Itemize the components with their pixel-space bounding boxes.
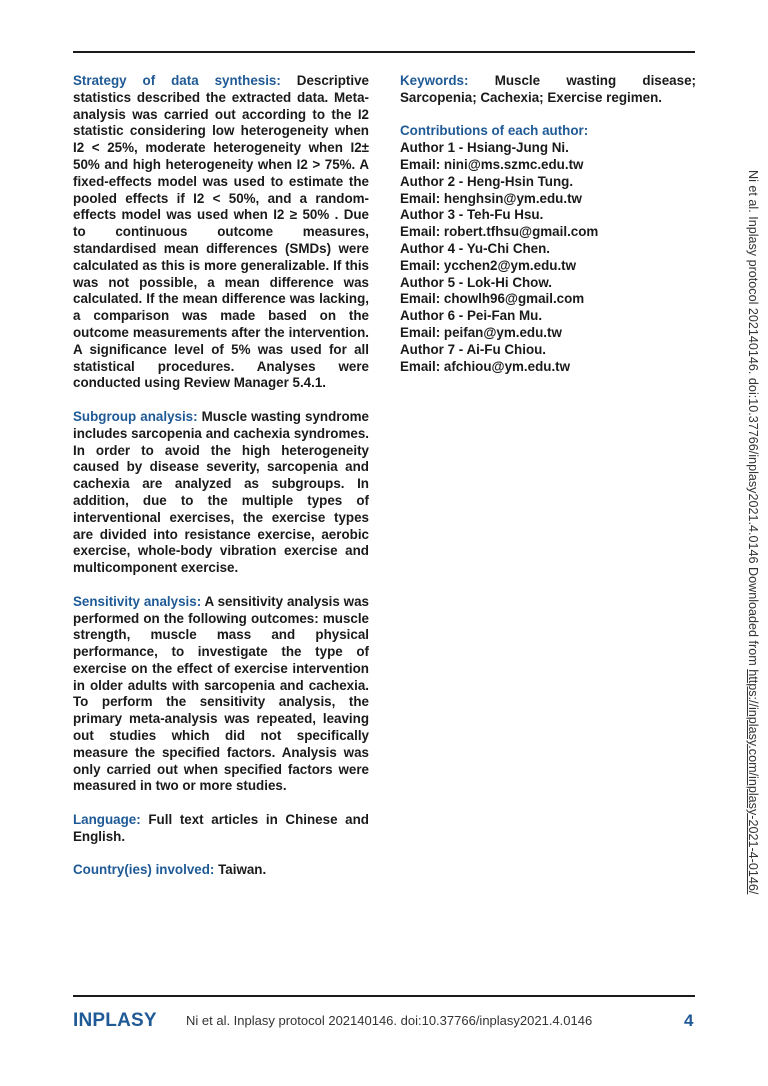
author-4-email: Email: ycchen2@ym.edu.tw [400, 257, 577, 273]
author-3-name: Author 3 - Teh-Fu Hsu. [400, 207, 544, 223]
author-5-email: Email: chowlh96@gmail.com [400, 291, 585, 307]
strategy-heading: Strategy of data synthesis: [73, 73, 281, 88]
side-notice-text [746, 170, 760, 894]
keywords-section [400, 73, 696, 107]
side-download-notice [742, 170, 762, 940]
contributions-section [400, 123, 696, 375]
country-section [73, 862, 369, 879]
contributions-heading: Contributions of each author: [400, 123, 589, 139]
strategy-body: Descriptive statistics described the extracted data. Meta-analysis was carried out according to the I2 statistic considering low heterogeneity when I2 < 25%, moderate heterogeneity when I2± 50% and high heterogeneity when I2 > 75%. A fixed-effects model was used to estimate the pooled effects if I2 < 50%, and a random-effects model was used when I2 ≥ 50% . Due to continuous outcome measures, standardised mean differences (SMDs) were calculated as this is more generalizable. If this was not possible, a mean difference was calculated. If the mean difference was lacking, a comparison was made based on the outcome measurements after the intervention. A significance level of 5% was used for all statistical procedures. Analyses were conducted using Review Manager 5.4.1. [73, 73, 369, 391]
header-rule [73, 51, 695, 53]
sensitivity-heading: Sensitivity analysis: [73, 593, 202, 609]
language-body: Full text articles in Chinese and English. [73, 812, 369, 844]
author-7-email: Email: afchiou@ym.edu.tw [400, 358, 571, 374]
sensitivity-section [73, 594, 369, 796]
author-4-name: Author 4 - Yu-Chi Chen. [400, 240, 551, 256]
author-1-name: Author 1 - Hsiang-Jung Ni. [400, 140, 569, 156]
country-heading: Country(ies) involved: [73, 862, 215, 878]
strategy-section [73, 73, 369, 392]
subgroup-body: Muscle wasting syndrome includes sarcopenia and cachexia syndromes. In order to avoid the high heterogeneity caused by disease severity, sarcopenia and cachexia are analyzed as subgroups. In addition, due to the multiple types of interventional exercises, the exercise types are divided into resistance exercise, aerobic exercise, whole-body vibration exercise and multicomponent exercise. [73, 408, 369, 576]
footer-citation: Ni et al. Inplasy protocol 202140146. doi:10.37766/inplasy2021.4.0146 [186, 1013, 593, 1028]
author-5-name: Author 5 - Lok-Hi Chow. [400, 274, 552, 290]
author-3-email: Email: robert.tfhsu@gmail.com [400, 224, 599, 240]
footer-rule [73, 995, 695, 997]
page-number: 4 [684, 1011, 694, 1030]
keywords-heading: Keywords: [400, 73, 469, 88]
author-2-name: Author 2 - Heng-Hsin Tung. [400, 173, 574, 189]
download-link[interactable]: https://inplasy.com/inplasy-2021-4-0146/ [746, 669, 760, 895]
side-notice-prefix: Ni et al. Inplasy protocol 202140146. doi:10.37766/inplasy2021.4.0146 Downloaded from [746, 170, 760, 670]
country-body: Taiwan. [214, 862, 267, 878]
subgroup-section [73, 409, 369, 577]
language-section [73, 812, 369, 846]
sensitivity-body: A sensitivity analysis was performed on the following outcomes: muscle strength, muscle mass and physical performance, to investigate the type of exercise on the effect of exercise intervention in older adults with sarcopenia and cachexia. To perform the sensitivity analysis, the primary meta-analysis was repeated, leaving out studies which did not specifically measure the specified factors. Analysis was only carried out when specified factors were measured in two or more studies. [73, 593, 369, 794]
author-6-name: Author 6 - Pei-Fan Mu. [400, 308, 543, 324]
footer-brand-logo: INPLASY [73, 1010, 157, 1031]
author-2-email: Email: henghsin@ym.edu.tw [400, 190, 582, 206]
left-column [73, 73, 369, 896]
right-column [400, 73, 696, 375]
author-6-email: Email: peifan@ym.edu.tw [400, 324, 562, 340]
subgroup-heading: Subgroup analysis: [73, 408, 198, 424]
language-heading: Language: [73, 812, 141, 828]
author-7-name: Author 7 - Ai-Fu Chiou. [400, 341, 547, 357]
keywords-body: Muscle wasting disease; Sarcopenia; Cachexia; Exercise regimen. [400, 73, 696, 105]
author-1-email: Email: nini@ms.szmc.edu.tw [400, 156, 584, 172]
